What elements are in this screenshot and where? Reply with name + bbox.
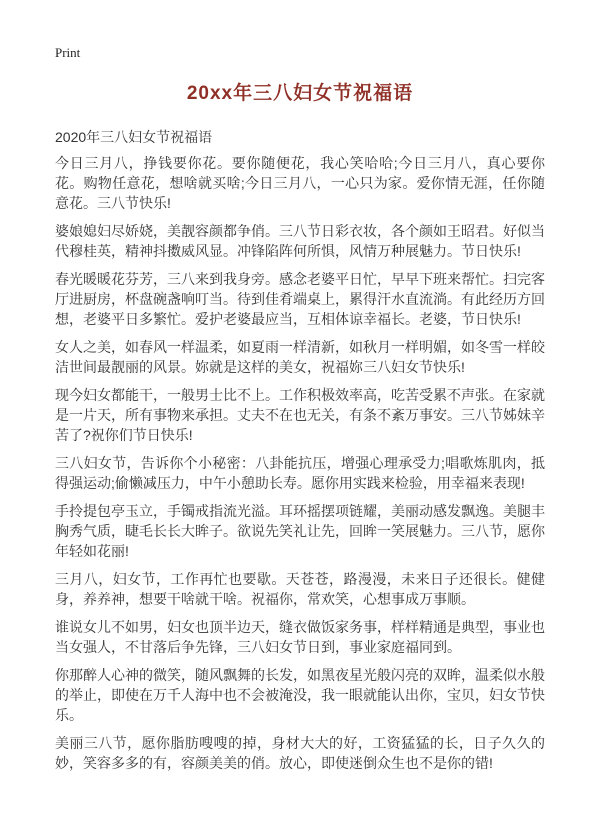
print-button[interactable]: Print — [55, 45, 81, 60]
text-paragraph: 手拎提包亭玉立，手镯戒指流光溢。耳环摇摆项链耀，美丽动感发飘逸。美腿丰胸秀气质，睫毛长长大眸子。欲说先笑礼让先，回眸一笑展魅力。三八节，愿你年轻如花丽! — [55, 503, 545, 559]
page-title: 20xx年三八妇女节祝福语 — [186, 83, 414, 104]
text-paragraph: 你那醉人心神的微笑，随风飘舞的长发，如黑夜星光般闪亮的双眸，温柔似水般的举止，即使在万千人海中也不会被淹没，我一眼就能认出你，宝贝，妇女节快乐。 — [55, 667, 545, 723]
document-body — [55, 153, 545, 773]
document-subtitle: 2020年三八妇女节祝福语 — [55, 129, 213, 145]
text-paragraph: 三月八，妇女节，工作再忙也要歇。天苍苍，路漫漫，未来日子还很长。健健身，养养神，想要干啥就干啥。祝福你，常欢笑，心想事成万事顺。 — [55, 571, 545, 607]
text-paragraph: 谁说女儿不如男，妇女也顶半边天，缝衣做饭家务事，样样精通是典型，事业也当女强人，不甘落后争先锋，三八妇女节日到，事业家庭福同到。 — [55, 619, 545, 655]
text-paragraph: 现今妇女都能干，一般男士比不上。工作积极效率高，吃苦受累不声张。在家就是一片天，所有事物来承担。丈夫不在也无关，有条不紊万事安。三八节姊妹辛苦了?祝你们节日快乐! — [55, 387, 545, 443]
text-paragraph: 美丽三八节，愿你脂肪嗖嗖的掉，身材大大的好，工资猛猛的长，日子久久的妙，笑容多多的有，容颜美美的俏。放心，即使迷倒众生也不是你的错! — [55, 735, 545, 771]
text-paragraph: 三八妇女节，告诉你个小秘密：八卦能抗压，增强心理承受力;唱歌炼肌肉，抵得强运动;偷懒减压力，中午小憩助长寿。愿你用实践来检验，用幸福来表现! — [55, 455, 545, 491]
text-paragraph: 婆娘媳妇尽娇娆，美靓容颜都争俏。三八节日彩衣妆，各个颜如王昭君。好似当代穆桂英，精神抖擞威风显。冲锋陷阵何所惧，风情万种展魅力。节日快乐! — [55, 223, 545, 259]
text-paragraph: 女人之美，如春风一样温柔，如夏雨一样清新，如秋月一样明媚，如冬雪一样皎洁世间最靓丽的风景。妳就是这样的美女，祝福妳三八妇女节快乐! — [55, 339, 545, 375]
text-paragraph: 今日三月八，挣钱要你花。要你随便花，我心笑哈哈;今日三月八，真心要你花。购物任意花，想啥就买啥;今日三月八，一心只为家。爱你情无涯，任你随意花。三八节快乐! — [55, 155, 545, 211]
text-paragraph: 春光暖暖花芬芳，三八来到我身旁。感念老婆平日忙，早早下班来帮忙。扫完客厅进厨房，杯盘碗盏响叮当。待到佳肴端桌上，累得汗水直流淌。有此经历方回想，老婆平日多繁忙。爱护老婆最应当，互相体谅幸福长。老婆，节日快乐! — [55, 271, 545, 327]
